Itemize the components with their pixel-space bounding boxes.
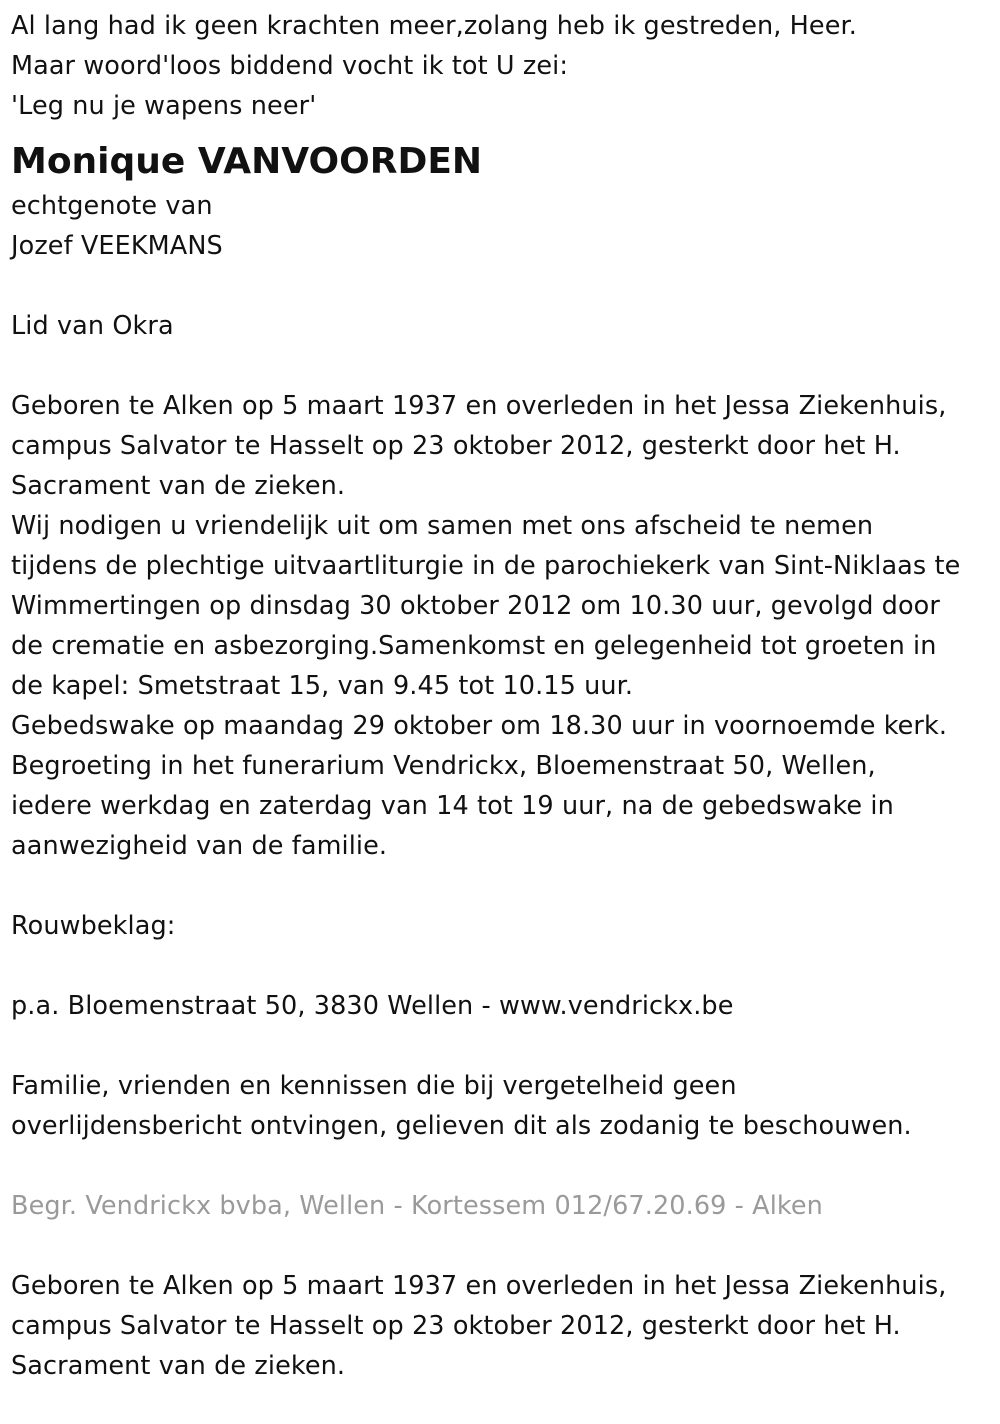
invitation-line: de kapel: Smetstraat 15, van 9.45 tot 10.15 uur. [11,671,634,701]
spacer [11,946,996,986]
deceased-name: Monique VANVOORDEN [11,141,483,182]
spacer [11,346,996,386]
birth-death-line: Geboren te Alken op 5 maart 1937 en overleden in het Jessa Ziekenhuis, [11,1271,947,1301]
spacer [11,266,996,306]
invitation-line: de crematie en asbezorging.Samenkomst en gelegenheid tot groeten in [11,631,937,661]
greeting-line: aanwezigheid van de familie. [11,831,388,861]
invitation-line: Wimmertingen op dinsdag 30 oktober 2012 om 10.30 uur, gevolgd door [11,591,940,621]
birth-death-line: Sacrament van de zieken. [11,471,346,501]
birth-death-line: Geboren te Alken op 5 maart 1937 en overleden in het Jessa Ziekenhuis, [11,391,947,421]
notice-line: overlijdensbericht ontvingen, gelieven dit als zodanig te beschouwen. [11,1111,912,1141]
spacer [11,866,996,906]
spacer [11,1146,996,1186]
greeting-line: iedere werkdag en zaterdag van 14 tot 19 uur, na de gebedswake in [11,791,894,821]
birth-death-line: Sacrament van de zieken. [11,1351,346,1381]
invitation-line: tijdens de plechtige uitvaartliturgie in de parochiekerk van Sint-Niklaas te [11,551,961,581]
birth-death-line: campus Salvator te Hasselt op 23 oktober 2012, gesterkt door het H. [11,431,901,461]
condolences-address: p.a. Bloemenstraat 50, 3830 Wellen - www.vendrickx.be [11,991,734,1021]
poem-line: Al lang had ik geen krachten meer,zolang heb ik gestreden, Heer. [11,11,857,41]
notice-line: Familie, vrienden en kennissen die bij vergetelheid geen [11,1071,737,1101]
spouse-name: Jozef VEEKMANS [11,231,223,261]
invitation-line: Wij nodigen u vriendelijk uit om samen met ons afscheid te nemen [11,511,874,541]
wake-line: Gebedswake op maandag 29 oktober om 18.30 uur in voornoemde kerk. [11,711,948,741]
repeat-birth-death [11,1266,996,1386]
poem-line: 'Leg nu je wapens neer' [11,91,317,121]
poem [11,6,996,126]
poem-line: Maar woord'loos biddend vocht ik tot U zei: [11,51,569,81]
condolences-label: Rouwbeklag: [11,911,176,941]
funeral-home-credit: Begr. Vendrickx bvba, Wellen - Kortessem 012/67.20.69 - Alken [11,1191,823,1221]
birth-death-line: campus Salvator te Hasselt op 23 oktober 2012, gesterkt door het H. [11,1311,901,1341]
greeting-line: Begroeting in het funerarium Vendrickx, Bloemenstraat 50, Wellen, [11,751,876,781]
spacer [11,1226,996,1266]
announcement [11,386,996,866]
membership-text: Lid van Okra [11,311,174,341]
notice [11,1066,996,1146]
obituary-document [11,6,996,1386]
relation-text: echtgenote van [11,191,213,221]
spacer [11,1026,996,1066]
